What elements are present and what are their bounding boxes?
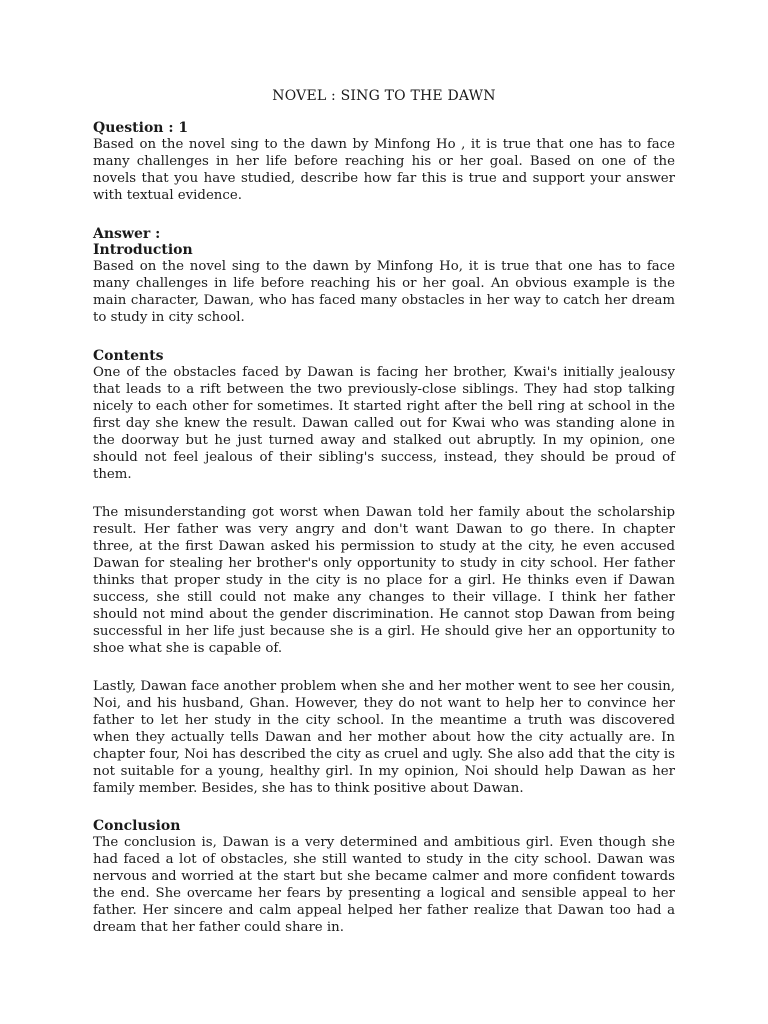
answer-heading: Answer : xyxy=(93,226,161,242)
contents-paragraph-3: Lastly, Dawan face another problem when she and her mother went to see her cousin, Noi, and his husband, Ghan. However, they do not want to help her to convince her father to let her study in the city school. In the meantime a truth was discovered when they actually tells Dawan and her mother about how the city actually are. In chapter four, Noi has described the city as cruel and ugly. She also add that the city is not suitable for a young, healthy girl. In my opinion, Noi should help Dawan as her family member. Besides, she has to think positive about Dawan. xyxy=(93,679,675,796)
document-title: NOVEL : SING TO THE DAWN xyxy=(272,88,496,104)
conclusion-heading: Conclusion xyxy=(93,818,181,834)
introduction-text: Based on the novel sing to the dawn by Minfong Ho, it is true that one has to face many challenges in life before reaching his or her goal. An obvious example is the main character, Dawan, who has faced many obstacles in her way to catch her dream to study in city school. xyxy=(93,259,675,325)
contents-paragraph-1: One of the obstacles faced by Dawan is facing her brother, Kwai's initially jealousy that leads to a rift between the two previously-close siblings. They had stop talking nicely to each other for sometimes. It started right after the bell ring at school in the first day she knew the result. Dawan called out for Kwai who was standing alone in the doorway but he just turned away and stalked out abruptly. In my opinion, one should not feel jealous of their sibling's success, instead, they should be proud of them. xyxy=(93,365,675,482)
contents-heading: Contents xyxy=(93,348,164,364)
contents-paragraph-2: The misunderstanding got worst when Dawan told her family about the scholarship result. Her father was very angry and don't want Dawan to go there. In chapter three, at the first Dawan asked his permission to study at the city, he even accused Dawan for stealing her brother's only opportunity to study in city school. Her father thinks that proper study in the city is no place for a girl. He thinks even if Dawan success, she still could not make any changes to their village. I think her father should not mind about the gender discrimination. He cannot stop Dawan from being successful in her life just because she is a girl. He should give her an opportunity to shoe what she is capable of. xyxy=(93,505,675,656)
question-heading: Question : 1 xyxy=(93,120,189,136)
introduction-heading: Introduction xyxy=(93,242,193,258)
question-text: Based on the novel sing to the dawn by Minfong Ho , it is true that one has to face many challenges in her life before reaching his or her goal. Based on one of the novels that you have studied, describe how far this is true and support your answer with textual evidence. xyxy=(93,137,675,203)
document-page xyxy=(93,86,675,936)
conclusion-text: The conclusion is, Dawan is a very determined and ambitious girl. Even though she had faced a lot of obstacles, she still wanted to study in the city school. Dawan was nervous and worried at the start but she became calmer and more confident towards the end. She overcame her fears by presenting a logical and sensible appeal to her father. Her sincere and calm appeal helped her father realize that Dawan too had a dream that her father could share in. xyxy=(93,835,675,935)
